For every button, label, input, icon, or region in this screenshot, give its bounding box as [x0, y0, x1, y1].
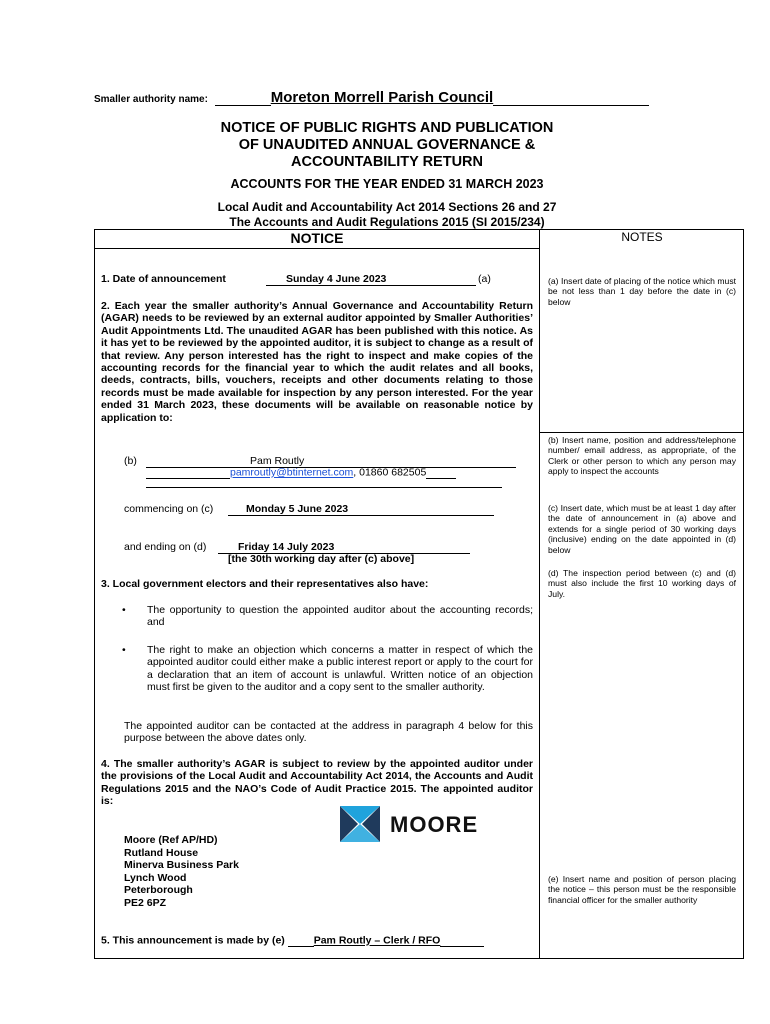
contact-name: Pam Routly: [250, 455, 305, 467]
address-line: Peterborough: [124, 884, 193, 897]
address-line: Rutland House: [124, 846, 199, 859]
section4-paragraph: 4. The smaller authority’s AGAR is subject to review by the appointed auditor under the provisions of the Local Audit and Accountability Act 2014, the Accounts and Audit Regulations 2015 and the NAO’s Code of Audit Practice 2015. The appointed auditor is:: [101, 758, 533, 808]
underline: [426, 466, 456, 479]
note-b: (b) Insert name, position and address/telephone number/ email address, as appropriate, of the Clerk or other person to which any person may apply to inspect the accounts: [548, 435, 736, 477]
underline: [440, 934, 484, 947]
notice-title: [150, 120, 624, 171]
authority-name: Moreton Morrell Parish Council: [270, 89, 494, 106]
column-divider: [539, 229, 540, 959]
address-line: PE2 6PZ: [124, 896, 167, 909]
auditor-address: [124, 834, 239, 910]
title-line: ACCOUNTABILITY RETURN: [291, 154, 483, 170]
contact-email-link[interactable]: pamroutly@btinternet.com: [230, 466, 354, 479]
note-c: (c) Insert date, which must be at least 1 day after the date of announcement in (a) above and extends for a single period of 30 working days (inclusive) ending on the date appointed in (d) below: [548, 503, 736, 555]
moore-logo: [340, 806, 490, 842]
underline: [288, 934, 314, 947]
auditor-contact-note: The appointed auditor can be contacted at the address in paragraph 4 below for this purpose between the above dates only.: [124, 720, 533, 745]
note-d: (d) The inspection period between (c) and (d) must also include the first 10 working days of July.: [548, 568, 736, 599]
commencing-date: Monday 5 June 2023: [246, 503, 349, 515]
title-line: OF UNAUDITED ANNUAL GOVERNANCE &: [238, 137, 536, 153]
announcement-date-field: [266, 273, 476, 286]
announcement-ref: (a): [478, 273, 491, 285]
contact-phone: , 01860 682505: [353, 466, 427, 479]
note-e: (e) Insert name and position of person placing the notice – this person must be the responsible financial officer for the smaller authority: [548, 874, 736, 905]
notes-divider: [540, 432, 744, 433]
section2-paragraph: 2. Each year the smaller authority’s Annual Governance and Accountability Return (AGAR) needs to be reviewed by an external auditor appointed by Smaller Authorities’ Audit Appointments Ltd. The unaudited AGAR has been published with this notice. As it has yet to be reviewed by the appointed auditor, it is subject to change as a result of that review. Any person interested has the right to inspect and make copies of the accounting records for the financial year to which the audit relates and all books, deeds, contracts, bills, vouchers, receipts and other documents relating to those records must be made available for inspection by any person interested. For the year ended 31 March 2023, these documents will be available on reasonable notice by application to:: [101, 300, 533, 424]
address-line: Moore (Ref AP/HD): [124, 834, 218, 846]
authority-row: [94, 89, 694, 106]
note-a: (a) Insert date of placing of the notice which must be not less than 1 day before the date in (c) below: [548, 276, 736, 307]
accounts-year: ACCOUNTS FOR THE YEAR ENDED 31 MARCH 2023: [230, 177, 544, 191]
section3-heading: 3. Local government electors and their representatives also have:: [101, 578, 429, 590]
address-line: Minerva Business Park: [124, 859, 239, 872]
bullet-marker: •: [122, 604, 126, 616]
title-line: NOTICE OF PUBLIC RIGHTS AND PUBLICATION: [220, 120, 554, 136]
announcer-label: 5. This announcement is made by (e): [101, 934, 285, 947]
ending-date: Friday 14 July 2023: [238, 541, 335, 553]
regulations-reference: The Accounts and Audit Regulations 2015 (SI 2015/234): [229, 215, 545, 229]
notes-heading: NOTES: [621, 230, 663, 244]
bullet-question-auditor: The opportunity to question the appointed auditor about the accounting records; and: [147, 604, 533, 629]
act-reference: Local Audit and Accountability Act 2014 Sections 26 and 27: [217, 200, 557, 214]
underline: [215, 93, 271, 106]
header-divider: [94, 248, 540, 249]
announcement-label: 1. Date of announcement: [101, 273, 226, 285]
section5-row: [101, 934, 484, 947]
address-line: Lynch Wood: [124, 871, 187, 884]
underline: [146, 466, 230, 479]
contact-blank-line: [146, 487, 502, 488]
bullet-objection: The right to make an objection which concerns a matter in respect of which the appointed auditor could either make a public interest report or apply to the court for a declaration that an item of account is unlawful. Written notice of an objection must first be given to the auditor and a copy sent to the smaller authority.: [147, 644, 533, 694]
commencing-label: commencing on (c): [124, 503, 214, 515]
ending-label: and ending on (d): [124, 541, 207, 553]
notice-heading: NOTICE: [290, 230, 344, 246]
contact-detail-row: [146, 466, 496, 479]
ending-note: [the 30th working day after (c) above]: [228, 553, 415, 565]
contact-ref: (b): [124, 455, 137, 467]
announcement-date: Sunday 4 June 2023: [286, 273, 387, 285]
underline: [493, 93, 649, 106]
bullet-marker: •: [122, 644, 126, 656]
authority-label: Smaller authority name:: [94, 94, 208, 105]
commencing-date-field: [228, 503, 494, 516]
announcer-name: Pam Routly – Clerk / RFO: [313, 934, 441, 947]
logo-text: MOORE: [390, 812, 479, 837]
